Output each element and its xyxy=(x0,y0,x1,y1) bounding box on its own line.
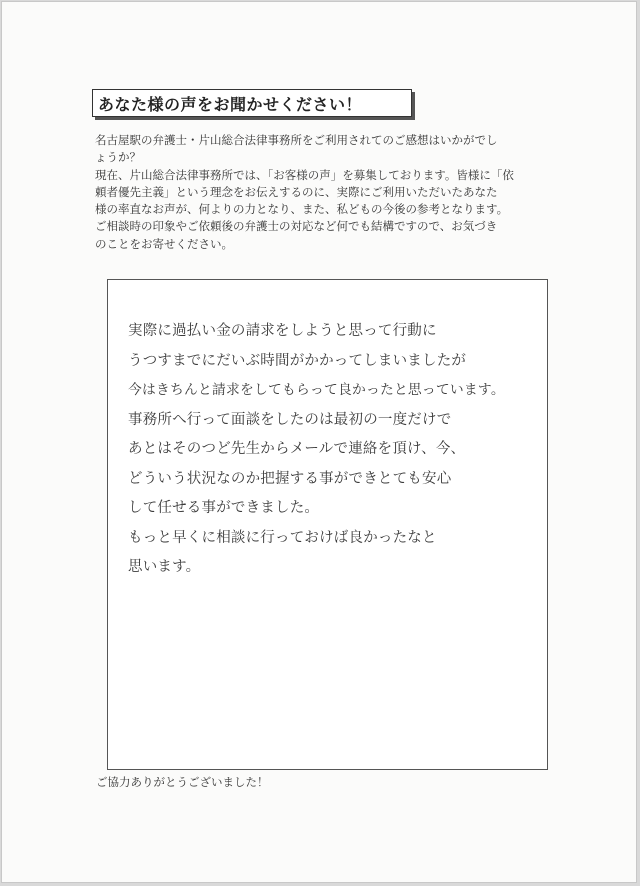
response-line: 思います。 xyxy=(128,559,201,575)
intro-line: 頼者優先主義」という理念をお伝えするのに、実際にご利用いただいたあなた xyxy=(95,184,498,199)
closing-message: ご協力ありがとうございました！ xyxy=(96,775,269,789)
response-line: あとはそのつど先生からメールで連絡を頂け、今、 xyxy=(128,441,466,457)
response-line: して任せる事ができました。 xyxy=(128,500,320,516)
form-title: あなた様の声をお聞かせください！ xyxy=(98,94,363,114)
response-line: 実際に過払い金の請求をしようと思って行動に xyxy=(128,323,437,339)
response-line: 今はきちんと請求をしてもらって良かったと思っています。 xyxy=(128,382,505,398)
intro-line: 名古屋駅の弁護士・片山総合法律事務所をご利用されてのご感想はいかがでし xyxy=(95,133,498,147)
response-line: うつすまでにだいぶ時間がかかってしまいましたが xyxy=(128,352,467,369)
intro-line: 様の率直なお声が、何よりの力となり、また、私どもの今後の参考となります。 xyxy=(95,202,509,217)
survey-sheet xyxy=(1,1,637,883)
response-line: もっと早くに相談に行っておけば良かったなと xyxy=(128,529,437,546)
intro-line: 現在、片山総合法律事務所では、「お客様の声」を募集しております。皆様に「依 xyxy=(95,167,514,182)
intro-line: ょうか？ xyxy=(95,150,141,165)
response-box xyxy=(107,279,548,770)
title-box xyxy=(92,89,412,117)
handwritten-response xyxy=(128,317,548,583)
response-line: どういう状況なのか把握する事ができとても安心 xyxy=(128,470,452,487)
intro-line: ご相談時の印象やご依頼後の弁護士の対応など何でも結構ですので、お気づき xyxy=(95,219,498,234)
intro-text xyxy=(95,132,565,253)
intro-line: のことをお寄せください。 xyxy=(95,236,233,251)
response-line: 事務所へ行って面談をしたのは最初の一度だけで xyxy=(128,411,452,428)
